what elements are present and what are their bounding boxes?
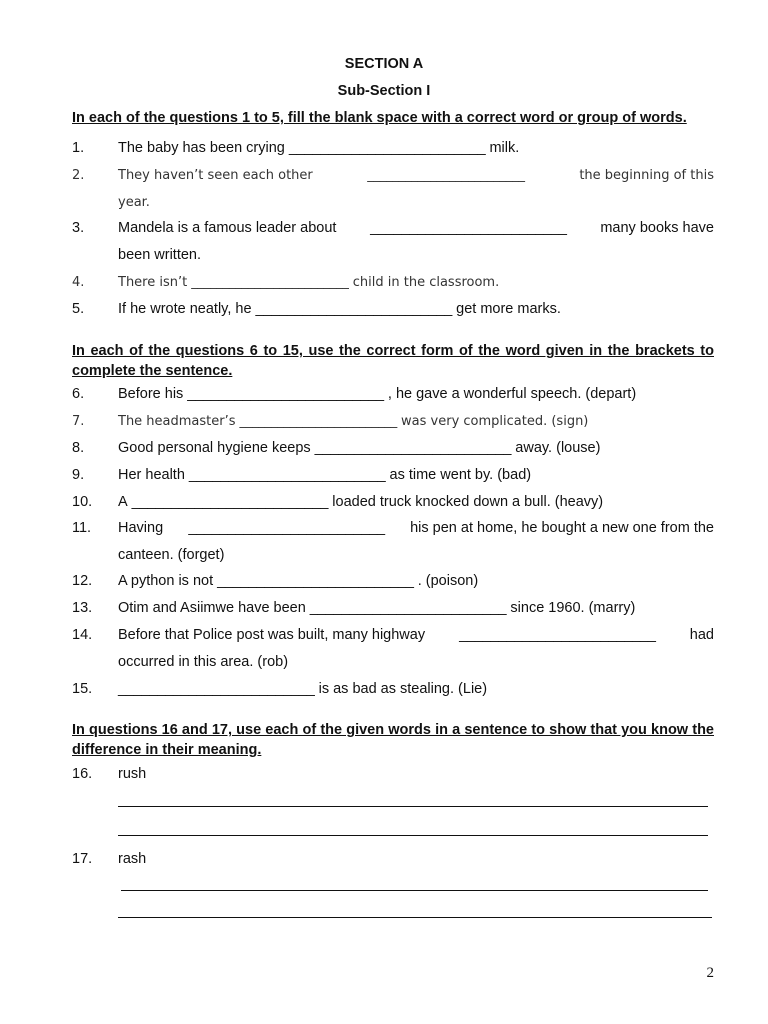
question-13 <box>72 595 714 622</box>
question-number: 14. <box>72 627 93 643</box>
question-text: If he wrote neatly, he <box>118 301 252 317</box>
question-text: There isn’t <box>118 275 188 290</box>
question-14 <box>72 622 714 676</box>
question-6 <box>72 381 714 408</box>
question-text: loaded truck knocked down a bull. (heavy) <box>332 494 604 510</box>
instruction-q6-15: In each of the questions 6 to 15, use the correct form of the word given in the brackets to complete the sentence. <box>72 343 714 379</box>
question-4 <box>72 269 714 296</box>
question-8 <box>72 435 714 462</box>
question-text: milk. <box>489 140 520 156</box>
question-10 <box>72 489 714 516</box>
answer-blank[interactable]: _________________________ <box>188 467 386 483</box>
question-number: 15. <box>72 681 93 697</box>
answer-line[interactable] <box>118 835 708 836</box>
answer-blank[interactable]: _________________________ <box>370 220 567 236</box>
question-text: Otim and Asiimwe have been <box>118 600 306 616</box>
question-text: A python is not <box>118 573 214 589</box>
question-number: 7. <box>72 414 85 429</box>
question-text: Good personal hygiene keeps <box>118 440 311 456</box>
answer-blank[interactable]: _________________________ <box>187 386 384 402</box>
answer-line[interactable] <box>121 890 708 891</box>
instruction-q16-17: In questions 16 and 17, use each of the given words in a sentence to show that you know the difference in their meaning. <box>72 722 714 758</box>
question-number: 12. <box>72 573 93 589</box>
question-1 <box>72 135 714 162</box>
question-text-continued: canteen. (forget) <box>118 547 225 563</box>
question-number: 4. <box>72 275 85 290</box>
question-text: Before his <box>118 386 184 402</box>
question-text: , he gave a wonderful speech. (depart) <box>387 386 637 402</box>
question-2 <box>72 162 714 216</box>
question-number: 8. <box>72 440 85 456</box>
answer-line[interactable] <box>118 917 712 918</box>
answer-blank[interactable]: _________________________ <box>191 275 349 290</box>
question-12 <box>72 568 714 595</box>
question-text-continued: occurred in this area. (rob) <box>118 654 289 670</box>
question-number: 17. <box>72 851 93 867</box>
question-text: get more marks. <box>456 301 561 317</box>
answer-line[interactable] <box>118 806 708 807</box>
question-number: 6. <box>72 386 85 402</box>
question-text: They haven’t seen each other <box>118 168 313 183</box>
answer-blank[interactable]: _________________________ <box>459 627 656 643</box>
question-text: is as bad as stealing. (Lie) <box>318 681 488 697</box>
question-text: many books have <box>600 220 714 236</box>
question-number: 5. <box>72 301 85 317</box>
answer-blank[interactable]: _________________________ <box>314 440 512 456</box>
answer-blank[interactable]: _________________________ <box>239 414 398 429</box>
subsection-title: Sub-Section I <box>337 83 431 99</box>
question-text: away. (louse) <box>515 440 601 456</box>
question-number: 13. <box>72 600 93 616</box>
answer-blank[interactable]: _________________________ <box>367 168 525 183</box>
question-5 <box>72 296 714 323</box>
answer-blank[interactable]: _________________________ <box>288 140 486 156</box>
question-number: 16. <box>72 766 93 782</box>
answer-blank[interactable]: _________________________ <box>309 600 507 616</box>
question-word: rush <box>118 766 147 782</box>
question-text: Before that Police post was built, many highway <box>118 627 426 643</box>
question-text-continued: been written. <box>118 247 202 263</box>
section-title: SECTION A <box>344 56 424 72</box>
question-text: A <box>118 494 128 510</box>
instruction-q1-5: In each of the questions 1 to 5, fill the blank space with a correct word or group of words. <box>72 110 687 126</box>
question-7 <box>72 408 714 435</box>
question-9 <box>72 462 714 489</box>
question-text: Mandela is a famous leader about <box>118 220 337 236</box>
question-text: The headmaster’s <box>118 414 236 429</box>
question-text: was very complicated. (sign) <box>401 414 589 429</box>
question-text: . (poison) <box>417 573 479 589</box>
question-word: rash <box>118 851 147 867</box>
answer-blank[interactable]: _________________________ <box>255 301 453 317</box>
question-text: had <box>689 627 714 643</box>
answer-blank[interactable]: _________________________ <box>188 520 385 536</box>
answer-blank[interactable]: _________________________ <box>131 494 329 510</box>
question-number: 10. <box>72 494 93 510</box>
question-text: the beginning of this <box>579 168 714 183</box>
question-text-continued: year. <box>118 195 150 210</box>
question-number: 3. <box>72 220 85 236</box>
question-text: his pen at home, he bought a new one from the <box>410 520 714 536</box>
question-text: Her health <box>118 467 185 483</box>
page-number: 2 <box>706 965 714 981</box>
question-11 <box>72 515 714 569</box>
question-text: Having <box>118 520 164 536</box>
question-number: 2. <box>72 168 85 183</box>
question-text: since 1960. (marry) <box>510 600 636 616</box>
question-text: child in the classroom. <box>352 275 500 290</box>
question-number: 11. <box>72 520 92 536</box>
question-text: as time went by. (bad) <box>389 467 532 483</box>
question-17 <box>72 846 714 873</box>
question-3 <box>72 215 714 269</box>
question-number: 9. <box>72 467 85 483</box>
answer-blank[interactable]: _________________________ <box>118 681 315 697</box>
answer-blank[interactable]: _________________________ <box>217 573 414 589</box>
question-text: The baby has been crying <box>118 140 285 156</box>
question-15 <box>72 676 714 703</box>
question-16 <box>72 761 714 788</box>
question-number: 1. <box>72 140 85 156</box>
